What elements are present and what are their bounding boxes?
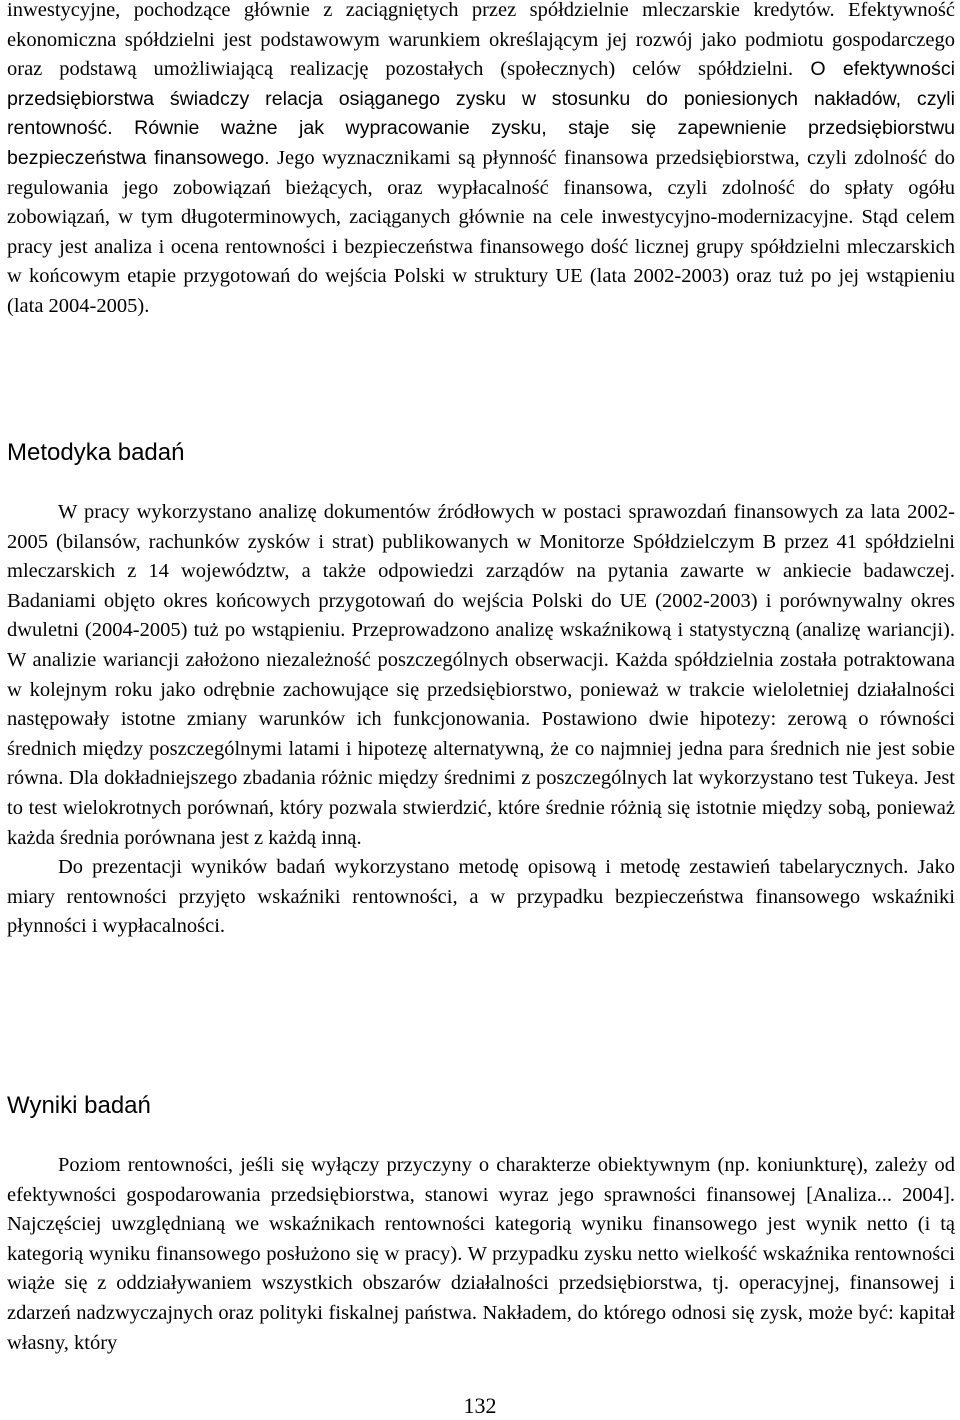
intro-sentence-2: O efektywności przedsiębiorstwa świadczy relacja osiąganego zysku w stosunku do poniesionych nakładów, czyli rentowność. Równie ważne jak wypracowanie zysku, staje się zapewnienie przedsiębiorstwu bezpieczeństwa finansowego. xyxy=(7,58,955,169)
metodyka-paragraph-2: Do prezentacji wyników badań wykorzystano metodę opisową i metodę zestawień tabelarycznych. Jako miary rentowności przyjęto wskaźniki rentowności, a w przypadku bezpieczeństwa finansowego wskaźniki płynności i wypłacalności. xyxy=(7,856,955,938)
intro-paragraph xyxy=(7,0,955,322)
metodyka-section xyxy=(7,498,955,942)
wyniki-paragraph-1: Poziom rentowności, jeśli się wyłączy przyczyny o charakterze obiektywnym (np. koniunkturę), zależy od efektywności gospodarowania przedsiębiorstwa, stanowi wyraz jego sprawności finansowej [Analiza... 2004]. Najczęściej uwzględnianą we wskaźnikach rentowności kategorią wyniku finansowego jest wynik netto (i tą kategorią wyniku finansowego posłużono się w pracy). W przypadku zysku netto wielkość wskaźnika rentowności wiąże się z oddziaływaniem wszystkich obszarów działalności przedsiębiorstwa, tj. operacyjnej, finansowej i zdarzeń nadzwyczajnych oraz polityki fiskalnej państwa. Nakładem, do którego odnosi się zysk, może być: kapitał własny, który xyxy=(7,1154,955,1354)
section-heading-wyniki: Wyniki badań xyxy=(7,1092,151,1119)
section-heading-metodyka: Metodyka badań xyxy=(7,439,185,466)
metodyka-paragraph-1: W pracy wykorzystano analizę dokumentów źródłowych w postaci sprawozdań finansowych za lata 2002-2005 (bilansów, rachunków zysków i strat) publikowanych w Monitorze Spółdzielczym B przez 41 spółdzielni mleczarskich z 14 województw, a także odpowiedzi zarządów na pytania zawarte w ankiecie badawczej. Badaniami objęto okres końcowych przygotowań do wejścia Polski do UE (2002-2003) i porównywalny okres dwuletni (2004-2005) tuż po wstąpieniu. Przeprowadzono analizę wskaźnikową i statystyczną (analizę wariancji). W analizie wariancji założono niezależność poszczególnych obserwacji. Każda spółdzielnia została potraktowana w kolejnym roku jako odrębnie zachowujące się przedsiębiorstwo, ponieważ w trakcie wieloletniej działalności następowały istotne zmiany warunków ich funkcjonowania. Postawiono dwie hipotezy: zerową o równości średnich między poszczególnymi latami i hipotezę alternatywną, że co najmniej jedna para średnich nie jest sobie równa. Dla dokładniejszego zbadania różnic między średnimi z poszczególnych lat wykorzystano test Tukeya. Jest to test wielokrotnych porównań, który pozwala stwierdzić, które średnie różnią się istotnie między sobą, ponieważ każda średnia porównana jest z każdą inną. xyxy=(7,501,955,849)
intro-sentence-3: Jego wyznacznikami są płynność finansowa przedsiębiorstwa, czyli zdolność do regulowania jego zobowiązań bieżących, oraz wypłacalność finansowa, czyli zdolność do spłaty ogółu zobowiązań, w tym długoterminowych, zaciąganych głównie na cele inwestycyjno-modernizacyjne. Stąd celem pracy jest analiza i ocena rentowności i bezpieczeństwa finansowego dość licznej grupy spółdzielni mleczarskich w końcowym etapie przygotowań do wejścia Polski w struktury UE (lata 2002-2003) oraz tuż po jej wstąpieniu (lata 2004-2005). xyxy=(7,146,956,317)
page-number: 132 xyxy=(463,1393,497,1418)
intro-sentence-1: inwestycyjne, pochodzące głównie z zaciągniętych przez spółdzielnie mleczarskie kredytów. Efektywność ekonomiczna spółdzielni jest podstawowym warunkiem określającym jej rozwój jako podmiotu gospodarczego oraz podstawą umożliwiającą realizację pozostałych (społecznych) celów spółdzielni. xyxy=(7,0,955,81)
wyniki-section xyxy=(7,1151,955,1358)
